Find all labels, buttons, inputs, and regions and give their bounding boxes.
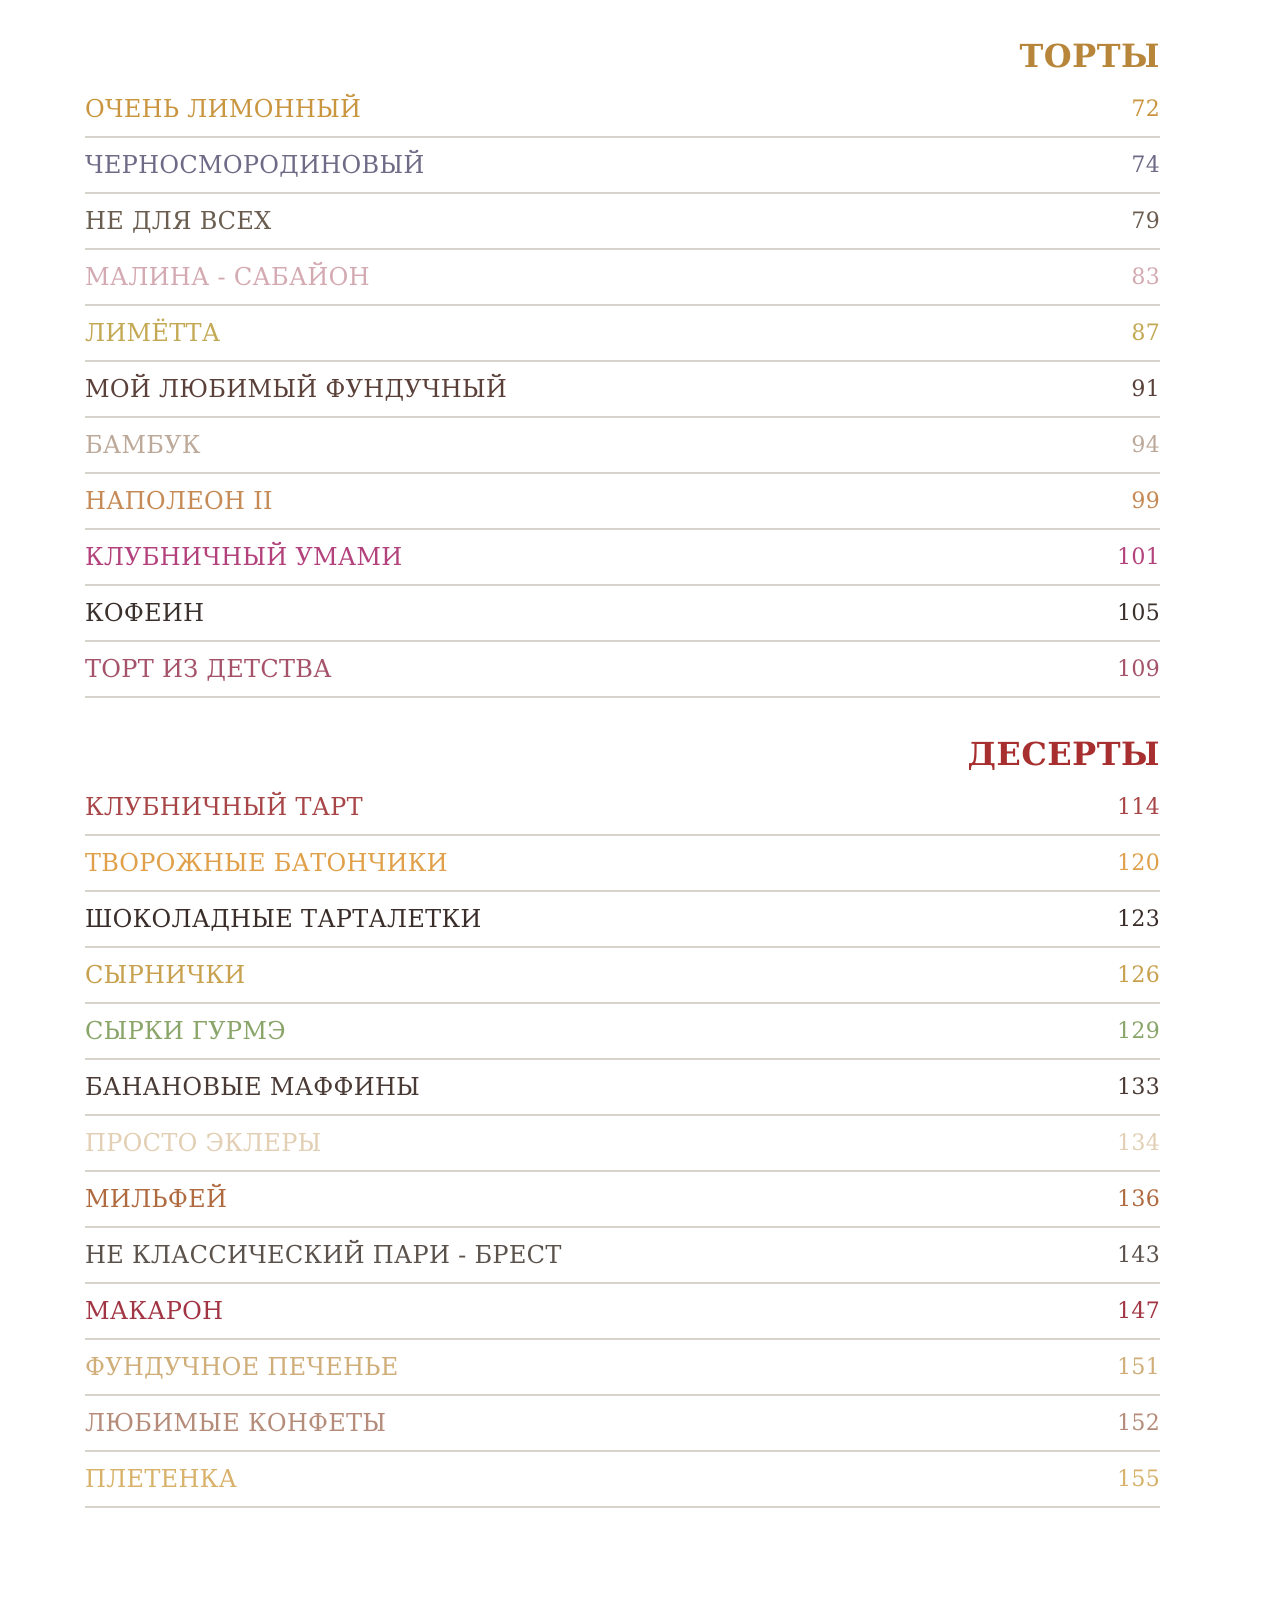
section-title-torty: ТОРТЫ [1019,37,1160,75]
toc-row[interactable] [85,530,1160,586]
toc-row[interactable] [85,642,1160,698]
toc-item-title: КЛУБНИЧНЫЙ УМАМИ [85,543,403,571]
toc-row[interactable] [85,250,1160,306]
toc-item-page: 147 [1117,1298,1160,1324]
toc-item-title: ЧЕРНОСМОРОДИНОВЫЙ [85,151,425,179]
toc-item-page: 74 [1131,152,1160,178]
toc-item-page: 120 [1117,850,1160,876]
toc-row[interactable] [85,1452,1160,1508]
toc-item-page: 152 [1117,1410,1160,1436]
toc-row[interactable] [85,1396,1160,1452]
section-list-torty [85,82,1160,698]
toc-item-title: МИЛЬФЕЙ [85,1185,228,1213]
toc-row[interactable] [85,1116,1160,1172]
toc-item-title: ПРОСТО ЭКЛЕРЫ [85,1129,322,1157]
toc-item-page: 105 [1117,600,1160,626]
toc-item-title: ТОРТ ИЗ ДЕТСТВА [85,655,332,683]
toc-item-title: КОФЕИН [85,599,205,627]
toc-item-page: 91 [1131,376,1160,402]
toc-row[interactable] [85,418,1160,474]
toc-row[interactable] [85,586,1160,642]
section-list-deserty [85,780,1160,1508]
toc-row[interactable] [85,1172,1160,1228]
toc-item-page: 101 [1117,544,1160,570]
toc-row[interactable] [85,474,1160,530]
toc-item-title: ЛИМЁТТА [85,319,221,347]
toc-item-page: 109 [1117,656,1160,682]
toc-item-title: ПЛЕТЕНКА [85,1465,238,1493]
toc-item-title: МАКАРОН [85,1297,224,1325]
toc-row[interactable] [85,836,1160,892]
toc-item-page: 72 [1131,96,1160,122]
toc-row[interactable] [85,1284,1160,1340]
toc-item-title: ШОКОЛАДНЫЕ ТАРТАЛЕТКИ [85,905,482,933]
toc-item-page: 79 [1131,208,1160,234]
toc-item-page: 123 [1117,906,1160,932]
section-title-deserty: ДЕСЕРТЫ [967,735,1160,773]
toc-item-page: 129 [1117,1018,1160,1044]
toc-row[interactable] [85,948,1160,1004]
toc-item-title: НЕ ДЛЯ ВСЕХ [85,207,272,235]
toc-row[interactable] [85,1228,1160,1284]
toc-item-page: 114 [1117,794,1160,820]
toc-item-page: 87 [1131,320,1160,346]
toc-item-page: 133 [1117,1074,1160,1100]
toc-row[interactable] [85,1004,1160,1060]
toc-row[interactable] [85,362,1160,418]
toc-row[interactable] [85,1060,1160,1116]
toc-item-title: БАМБУК [85,431,201,459]
toc-item-title: СЫРКИ ГУРМЭ [85,1017,286,1045]
toc-row[interactable] [85,82,1160,138]
toc-row[interactable] [85,892,1160,948]
toc-item-page: 134 [1117,1130,1160,1156]
toc-row[interactable] [85,780,1160,836]
toc-row[interactable] [85,1340,1160,1396]
toc-item-title: СЫРНИЧКИ [85,961,246,989]
toc-item-title: БАНАНОВЫЕ МАФФИНЫ [85,1073,421,1101]
toc-item-title: ФУНДУЧНОЕ ПЕЧЕНЬЕ [85,1353,399,1381]
toc-item-page: 99 [1131,488,1160,514]
toc-item-title: КЛУБНИЧНЫЙ ТАРТ [85,793,363,821]
toc-row[interactable] [85,306,1160,362]
table-of-contents [85,30,1160,1508]
toc-item-title: НЕ КЛАССИЧЕСКИЙ ПАРИ - БРЕСТ [85,1241,562,1269]
toc-item-title: ТВОРОЖНЫЕ БАТОНЧИКИ [85,849,448,877]
toc-row[interactable] [85,138,1160,194]
toc-item-page: 136 [1117,1186,1160,1212]
toc-item-page: 83 [1131,264,1160,290]
toc-item-title: ЛЮБИМЫЕ КОНФЕТЫ [85,1409,387,1437]
toc-item-title: НАПОЛЕОН II [85,487,273,515]
toc-item-page: 155 [1117,1466,1160,1492]
toc-item-title: ОЧЕНЬ ЛИМОННЫЙ [85,95,362,123]
toc-item-page: 126 [1117,962,1160,988]
toc-item-page: 151 [1117,1354,1160,1380]
toc-item-page: 94 [1131,432,1160,458]
toc-row[interactable] [85,194,1160,250]
toc-item-page: 143 [1117,1242,1160,1268]
toc-item-title: МАЛИНА - САБАЙОН [85,263,370,291]
toc-item-title: МОЙ ЛЮБИМЫЙ ФУНДУЧНЫЙ [85,375,508,403]
